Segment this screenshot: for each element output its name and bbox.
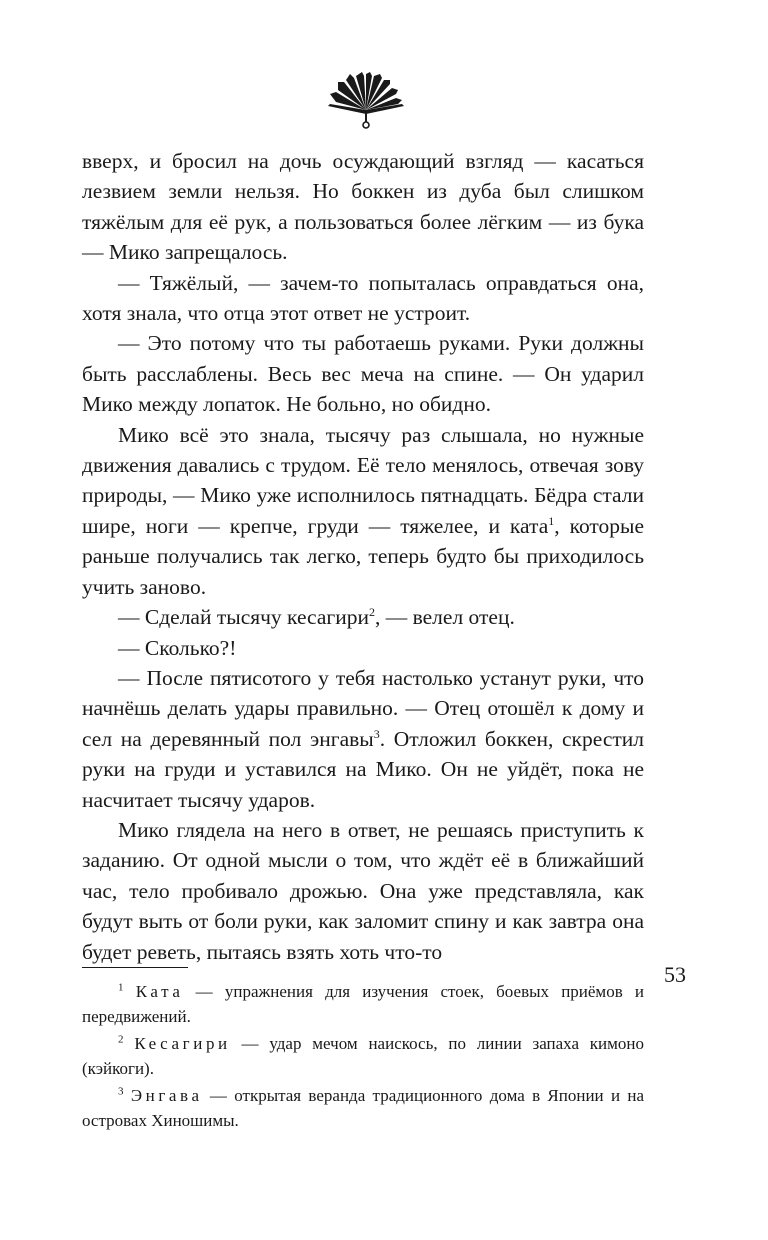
paragraph: вверх, и бросил на дочь осуждающий взгляд — касаться лезвием земли нельзя. Но боккен из дуба был слишком тяжёлым для её рук, а пользоваться более лёгким — из бука — Мико запрещалось. (82, 149, 644, 265)
fan-ornament-icon (324, 70, 408, 134)
footnote (82, 1083, 644, 1133)
footnote-term: Кесагири (134, 1034, 231, 1053)
footnote-text: — упражнения для изучения стоек, боевых приёмов и передвижений. (82, 982, 644, 1026)
page-number: 53 (664, 962, 686, 987)
paragraph-text: , которые раньше получались так легко, теперь будто бы приходилось учить заново. (82, 513, 645, 599)
main-text (82, 146, 644, 967)
footnote-ref[interactable]: 1 (548, 513, 555, 528)
footnote (82, 979, 644, 1029)
footnote-text: — удар мечом наискось, по линии запаха кимоно (кэйкоги). (82, 1034, 645, 1078)
footnote-term: Ката (135, 982, 184, 1001)
paragraph: Мико глядела на него в ответ, не решаясь приступить к заданию. От одной мысли о том, что ждёт её в ближайший час, тело пробивало дрожью. Она уже представляла, как будут выть от боли руки, как заломит спину и как завтра она будет реветь, пытаясь взять хоть что-то (82, 817, 644, 964)
paragraph (82, 663, 644, 815)
paragraph-text: , — велел отец. (374, 605, 515, 630)
footnotes (82, 979, 644, 1135)
footnote-term: Энгава (130, 1086, 203, 1105)
footnote-mark: 2 (118, 1033, 124, 1046)
paragraph: — Тяжёлый, — зачем-то попыталась оправдаться она, хотя знала, что отца этот ответ не устроит. (82, 270, 644, 326)
paragraph (82, 602, 644, 632)
paragraph (82, 420, 644, 602)
footnote-ref[interactable]: 3 (373, 726, 380, 741)
footnote-mark: 1 (118, 981, 124, 994)
footnote-ref[interactable]: 2 (368, 604, 375, 619)
paragraph: — Сколько?! (118, 635, 237, 660)
footnote-divider (82, 967, 188, 968)
footnote-mark: 3 (118, 1085, 124, 1098)
paragraph: — Это потому что ты работаешь руками. Руки должны быть расслаблены. Весь вес меча на спине. — Он ударил Мико между лопаток. Не больно, но обидно. (82, 331, 644, 417)
paragraph-text: . Отложил боккен, скрестил руки на груди и уставился на Мико. Он не уйдёт, пока не насчитает тысячу ударов. (82, 726, 644, 812)
paragraph-text: Мико всё это знала, тысячу раз слышала, но нужные движения давались с трудом. Её тело менялось, отвечая зову природы, — Мико уже исполнилось пятнадцать. Бёдра стали шире, ноги — крепче, груди — тяжелее, и ката (82, 422, 644, 538)
paragraph-text: — После пятисотого у тебя настолько устанут руки, что начнёшь делать удары правильно. — Отец отошёл к дому и сел на деревянный пол энгавы (82, 665, 644, 751)
paragraph-text: — Сделай тысячу кесагири (118, 605, 369, 630)
footnote (82, 1031, 644, 1081)
footnote-text: — открытая веранда традиционного дома в Японии и на островах Хиношимы. (82, 1086, 644, 1130)
